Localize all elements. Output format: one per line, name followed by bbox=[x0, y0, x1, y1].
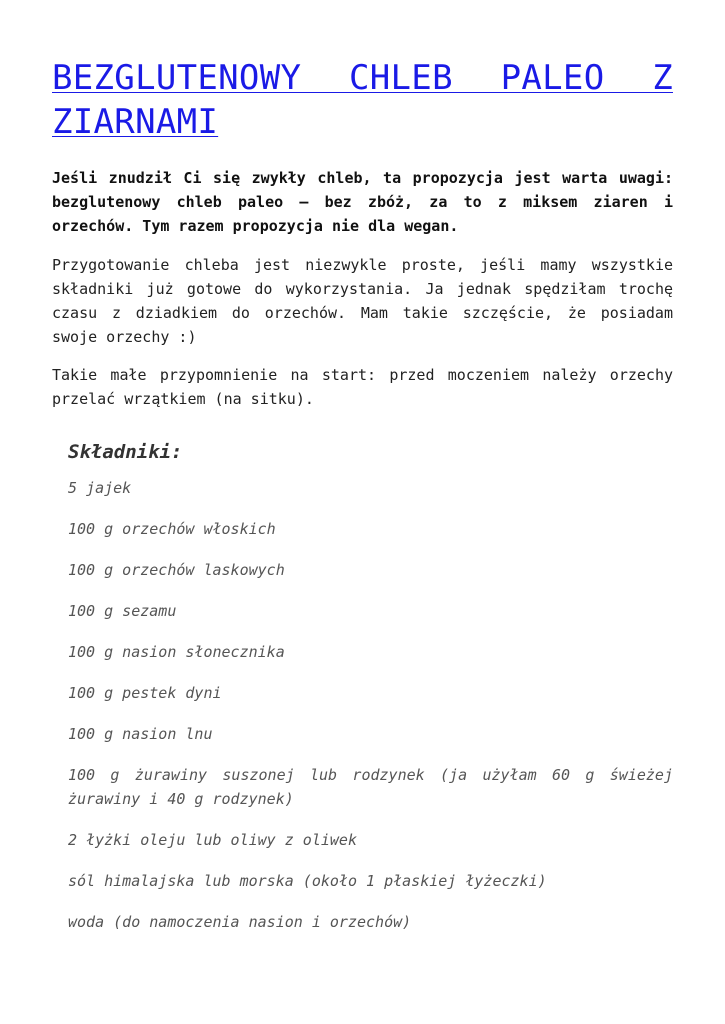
ingredient-item: sól himalajska lub morska (około 1 płaskiej łyżeczki) bbox=[68, 872, 547, 890]
ingredients-section bbox=[68, 437, 673, 934]
ingredient-item: 100 g pestek dyni bbox=[68, 684, 222, 702]
ingredient-item: 5 jajek bbox=[68, 479, 132, 497]
ingredients-list bbox=[68, 476, 673, 934]
article bbox=[52, 56, 673, 951]
body-paragraph-1: Przygotowanie chleba jest niezwykle proste, jeśli mamy wszystkie składniki już gotowe do wykorzystania. Ja jednak spędziłam trochę czasu z dziadkiem do orzechów. Mam takie szczęście, że posiadam swoje orzechy :) bbox=[52, 256, 673, 346]
ingredient-item: 100 g orzechów włoskich bbox=[68, 520, 276, 538]
body-paragraph-2: Takie małe przypomnienie na start: przed moczeniem należy orzechy przelać wrzątkiem (na sitku). bbox=[52, 366, 673, 408]
ingredient-item: 100 g żurawiny suszonej lub rodzynek (ja użyłam 60 g świeżej żurawiny i 40 g rodzynek) bbox=[68, 766, 673, 808]
page-title bbox=[52, 56, 673, 144]
ingredient-item: 2 łyżki oleju lub oliwy z oliwek bbox=[68, 831, 357, 849]
ingredient-item: 100 g nasion lnu bbox=[68, 725, 213, 743]
ingredient-item: 100 g sezamu bbox=[68, 602, 177, 620]
ingredient-item: 100 g nasion słonecznika bbox=[68, 643, 285, 661]
title-link[interactable]: BEZGLUTENOWY CHLEB PALEO Z ZIARNAMI bbox=[52, 58, 673, 142]
lead-paragraph: Jeśli znudził Ci się zwykły chleb, ta propozycja jest warta uwagi: bezglutenowy chleb paleo – bez zbóż, za to z miksem ziaren i orzechów. Tym razem propozycja nie dla wegan. bbox=[52, 169, 673, 235]
ingredient-item: woda (do namoczenia nasion i orzechów) bbox=[68, 913, 412, 931]
ingredients-heading: Składniki: bbox=[68, 441, 183, 463]
ingredient-item: 100 g orzechów laskowych bbox=[68, 561, 285, 579]
